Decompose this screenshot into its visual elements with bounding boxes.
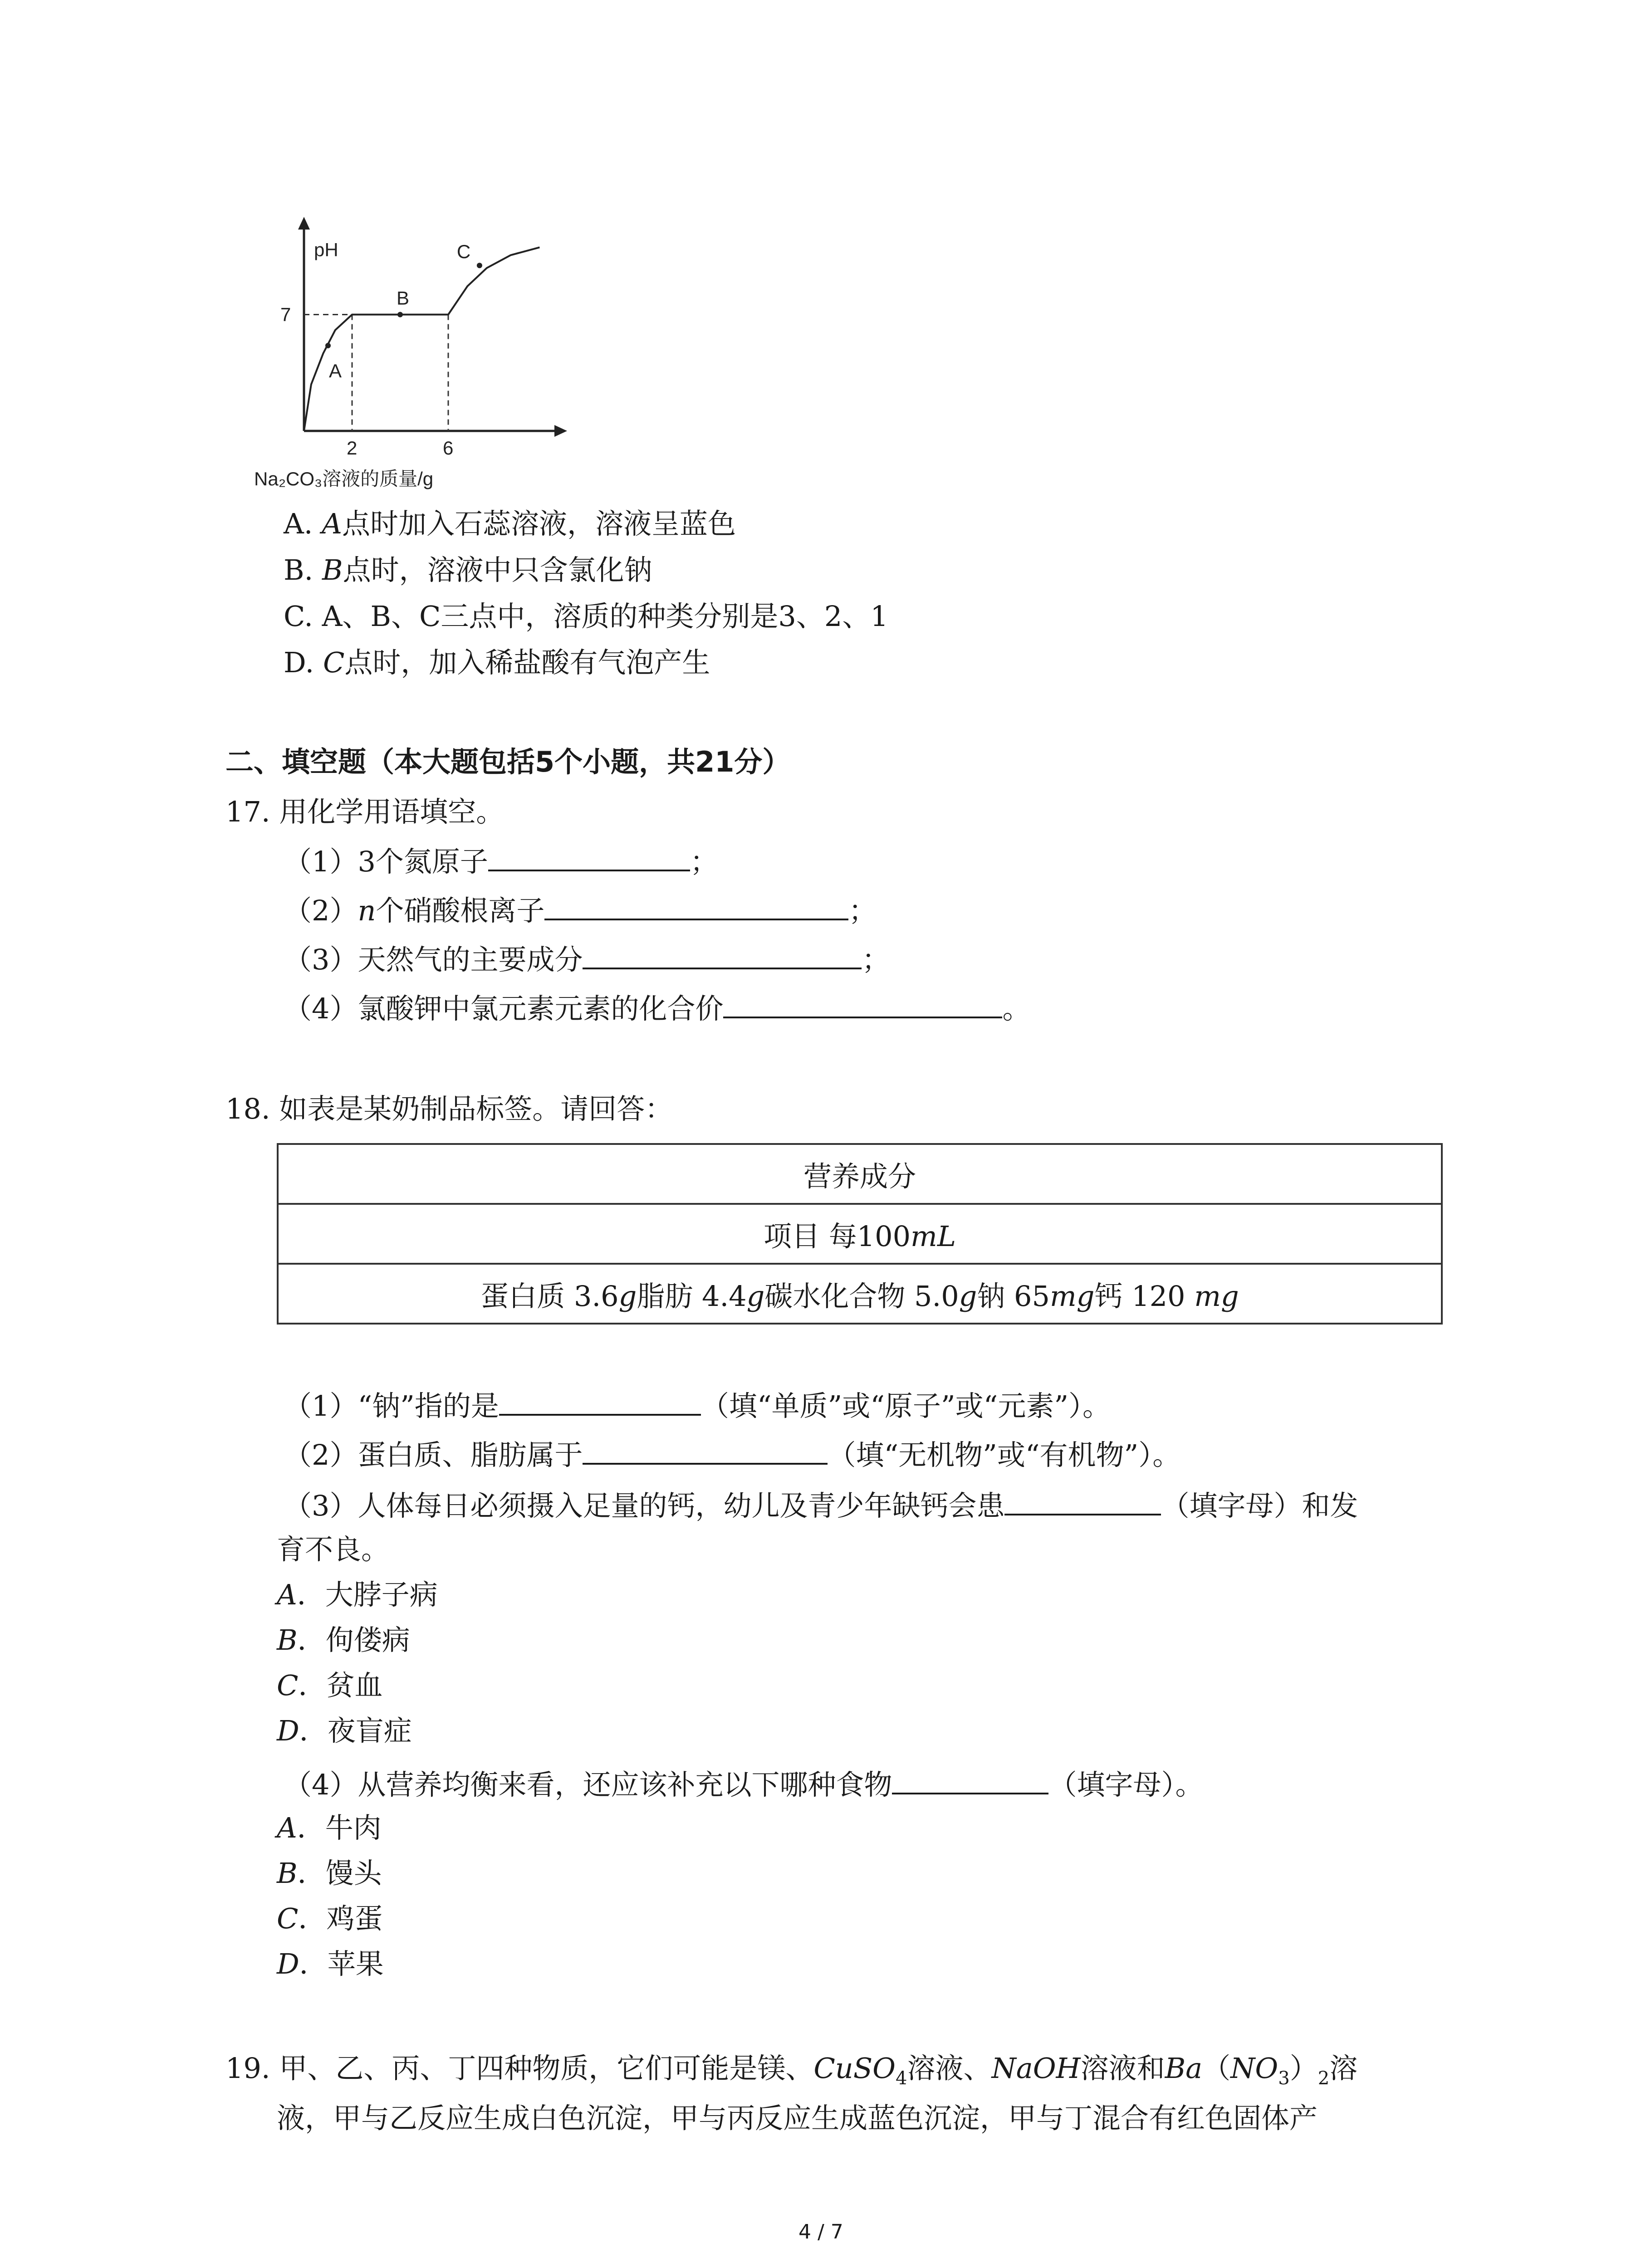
q17-stem: 17. 用化学用语填空。	[225, 795, 505, 828]
point-label-c: C	[456, 241, 471, 263]
q18-part-2: （2）蛋白质、脂肪属于 （填“无机物”或“有机物”）。	[284, 1435, 1181, 1473]
q19-line-1: 19. 甲、乙、丙、丁四种物质，它们可能是镁、CuSO$_4$溶液、NaOH溶液和$Ba(NO_3)_2$溶	[225, 2052, 1358, 2089]
nutrition-table	[277, 1143, 1443, 1325]
q17-item-3: （3）天然气的主要成分 ；	[284, 939, 890, 978]
point-label-a: A	[329, 360, 342, 381]
table-row: 项目 每100mL	[278, 1204, 1442, 1264]
table-row: 蛋白质 3.6g脂肪 4.4g碳水化合物 5.0g钠 65mg钙 120 mg	[278, 1264, 1442, 1324]
answer-blank[interactable]	[583, 939, 862, 969]
q18-p3-option-b: B．佝偻病	[277, 1623, 410, 1657]
q19-line-2: 液，甲与乙反应生成白色沉淀，甲与丙反应生成蓝色沉淀，甲与丁混合有红色固体产	[277, 2102, 1318, 2135]
y-tick-label: 7	[280, 303, 291, 325]
q18-part-3-cont: 育不良。	[277, 1533, 390, 1566]
q18-p3-option-a: A．大脖子病	[277, 1578, 438, 1611]
y-axis-arrow	[298, 217, 310, 230]
q16-option-c: C. A、B、C三点中，溶质的种类分别是3、2、1	[284, 600, 888, 633]
answer-blank[interactable]	[723, 988, 1002, 1018]
page-number: 4 / 7	[798, 2220, 843, 2244]
q18-part-1: （1）“钠”指的是 （填“单质”或“原子”或“元素”）。	[284, 1386, 1111, 1424]
answer-blank[interactable]	[499, 1386, 701, 1416]
answer-blank[interactable]	[583, 1435, 828, 1465]
q17-item-4: （4）氯酸钾中氯元素元素的化合价 。	[284, 988, 1030, 1027]
data-point-c	[477, 263, 482, 268]
q18-part-4: （4）从营养均衡来看，还应该补充以下哪种食物 （填字母）。	[284, 1765, 1203, 1803]
answer-blank[interactable]	[544, 890, 848, 920]
section-title: 二、填空题（本大题包括5个小题，共21分）	[225, 745, 791, 778]
q18-part-3: （3）人体每日必须摄入足量的钙，幼儿及青少年缺钙会患 （填字母）和发	[284, 1486, 1358, 1524]
q18-p4-option-d: D．苹果	[277, 1947, 384, 1980]
ph-chart	[254, 213, 599, 508]
y-axis-label: pH	[314, 239, 338, 260]
x-axis-label: Na₂CO₃溶液的质量/g	[254, 468, 434, 489]
answer-blank[interactable]	[1004, 1486, 1161, 1515]
point-label-b: B	[397, 287, 410, 309]
x-tick-label: 2	[347, 437, 358, 459]
q18-stem: 18. 如表是某奶制品标签。请回答：	[225, 1092, 673, 1125]
q16-option-a: A. A点时加入石蕊溶液，溶液呈蓝色	[284, 507, 736, 540]
q17-item-1: （1）3个氮原子 ；	[284, 841, 718, 880]
answer-blank[interactable]	[488, 841, 690, 871]
answer-blank[interactable]	[892, 1765, 1048, 1794]
x-tick-label: 6	[443, 437, 454, 459]
q18-p4-option-a: A．牛肉	[277, 1811, 382, 1844]
q18-p4-option-b: B．馒头	[277, 1857, 382, 1890]
q16-option-b: B. B点时，溶液中只含氯化钠	[284, 553, 652, 587]
series-line	[304, 247, 539, 431]
data-point-a	[325, 343, 331, 348]
q18-p3-option-d: D．夜盲症	[277, 1714, 412, 1747]
q16-option-d: D. C点时，加入稀盐酸有气泡产生	[284, 646, 710, 679]
q18-p4-option-c: C．鸡蛋	[277, 1902, 383, 1935]
table-header: 营养成分	[278, 1144, 1442, 1204]
data-point-b	[397, 312, 403, 318]
x-axis-arrow	[554, 425, 567, 437]
q18-p3-option-c: C．贫血	[277, 1669, 383, 1702]
q17-item-2: （2）n个硝酸根离子 ；	[284, 890, 877, 929]
